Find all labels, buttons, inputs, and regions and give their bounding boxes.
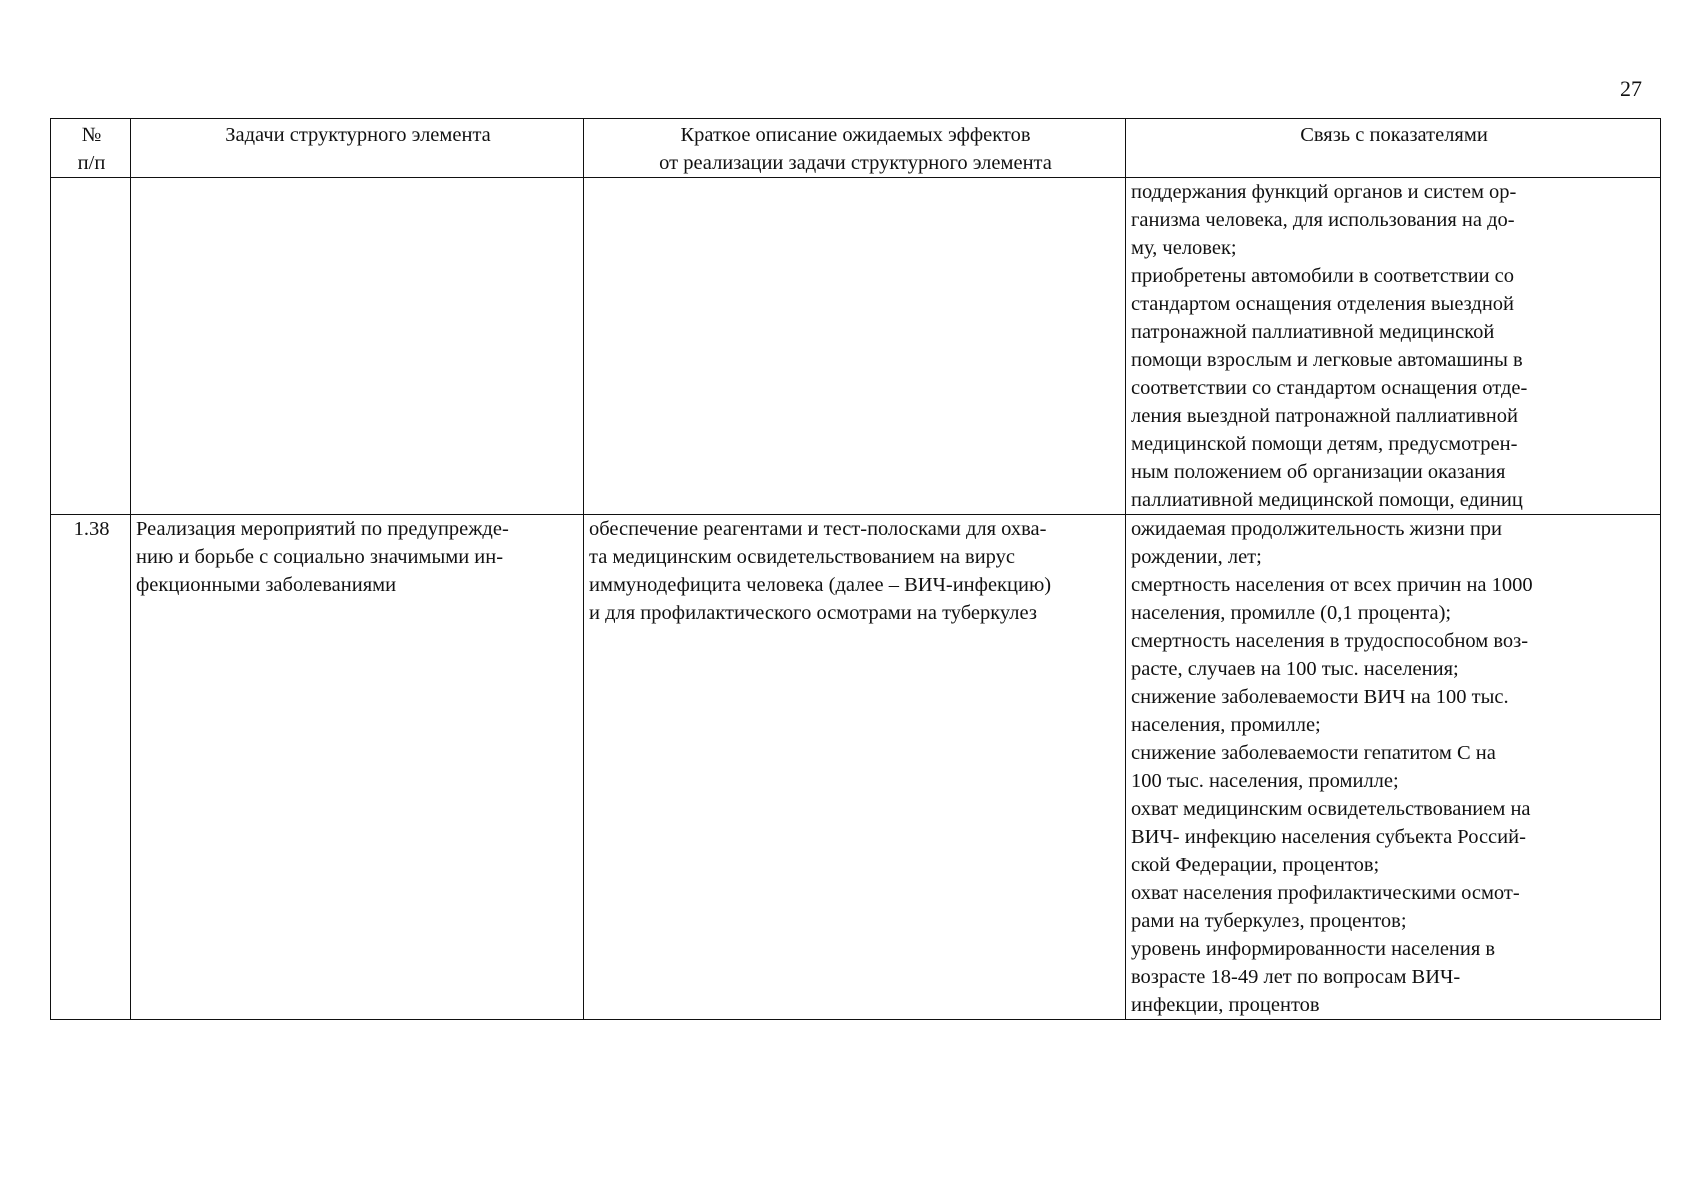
task-cell xyxy=(131,515,584,1020)
indicator-line: му, человек; xyxy=(1131,237,1237,259)
header-num xyxy=(51,119,131,178)
header-indicators xyxy=(1126,119,1661,178)
indicator-line: паллиативной медицинской помощи, единиц xyxy=(1131,489,1523,511)
indicators-cell xyxy=(1126,178,1661,515)
effect-line: иммунодефицита человека (далее – ВИЧ-инфекцию) xyxy=(589,574,1052,596)
indicator-line: рождении, лет; xyxy=(1131,546,1262,568)
row-number-cell: 1.38 xyxy=(51,515,131,1020)
indicator-line: ВИЧ- инфекцию населения субъекта Россий- xyxy=(1131,826,1526,848)
indicators-cell xyxy=(1126,515,1661,1020)
indicator-line: населения, промилле; xyxy=(1131,714,1321,736)
indicator-line: медицинской помощи детям, предусмотрен- xyxy=(1131,433,1518,455)
indicator-line: рами на туберкулез, процентов; xyxy=(1131,910,1407,932)
table-row xyxy=(51,515,1661,1020)
effect-line: та медицинским освидетельствованием на вирус xyxy=(589,546,1016,568)
indicator-line: населения, промилле (0,1 процента); xyxy=(1131,602,1452,624)
indicator-line: стандартом оснащения отделения выездной xyxy=(1131,293,1515,315)
indicator-line: уровень информированности населения в xyxy=(1131,938,1496,960)
header-tasks xyxy=(131,119,584,178)
indicator-line: ожидаемая продолжительность жизни при xyxy=(1131,518,1503,540)
indicator-line: смертность населения в трудоспособном воз- xyxy=(1131,630,1529,652)
header-effects-line: Краткое описание ожидаемых эффектов xyxy=(680,124,1031,146)
header-indicators-text: Связь с показателями xyxy=(1300,124,1488,146)
effect-cell xyxy=(584,178,1126,515)
indicator-line: 100 тыс. населения, промилле; xyxy=(1131,770,1399,792)
indicator-line: ления выездной патронажной паллиативной xyxy=(1131,405,1518,427)
header-num-line: № xyxy=(81,124,102,146)
indicator-line: ской Федерации, процентов; xyxy=(1131,854,1380,876)
effect-line: обеспечение реагентами и тест-полосками для охва- xyxy=(589,518,1047,540)
indicator-line: снижение заболеваемости гепатитом С на xyxy=(1131,742,1496,764)
indicator-line: патронажной паллиативной медицинской xyxy=(1131,321,1495,343)
effect-line: и для профилактического осмотрами на туберкулез xyxy=(589,602,1037,624)
indicator-line: поддержания функций органов и систем ор- xyxy=(1131,181,1517,203)
indicator-line: соответствии со стандартом оснащения отде- xyxy=(1131,377,1528,399)
indicator-line: охват населения профилактическими осмот- xyxy=(1131,882,1520,904)
indicator-line: охват медицинским освидетельствованием на xyxy=(1131,798,1531,820)
header-effects xyxy=(584,119,1126,178)
header-num-line: п/п xyxy=(77,152,106,174)
page-number: 27 xyxy=(1620,76,1642,101)
effect-cell xyxy=(584,515,1126,1020)
indicator-line: помощи взрослым и легковые автомашины в xyxy=(1131,349,1523,371)
header-effects-line: от реализации задачи структурного элемента xyxy=(659,152,1052,174)
task-line: фекционными заболеваниями xyxy=(136,574,397,596)
indicator-line: смертность населения от всех причин на 1000 xyxy=(1131,574,1533,596)
indicator-line: приобретены автомобили в соответствии со xyxy=(1131,265,1515,287)
indicator-line: возрасте 18-49 лет по вопросам ВИЧ- xyxy=(1131,966,1461,988)
indicator-line: снижение заболеваемости ВИЧ на 100 тыс. xyxy=(1131,686,1509,708)
task-cell xyxy=(131,178,584,515)
table-row xyxy=(51,178,1661,515)
structural-element-table xyxy=(50,118,1661,1020)
indicator-line: ным положением об организации оказания xyxy=(1131,461,1506,483)
indicator-line: расте, случаев на 100 тыс. населения; xyxy=(1131,658,1459,680)
row-number-cell xyxy=(51,178,131,515)
task-line: Реализация мероприятий по предупрежде- xyxy=(136,518,509,540)
table-body xyxy=(51,178,1661,1020)
task-line: нию и борьбе с социально значимыми ин- xyxy=(136,546,504,568)
indicator-line: ганизма человека, для использования на до- xyxy=(1131,209,1515,231)
header-tasks-text: Задачи структурного элемента xyxy=(225,124,491,146)
indicator-line: инфекции, процентов xyxy=(1131,994,1320,1016)
table-header-row xyxy=(51,119,1661,178)
